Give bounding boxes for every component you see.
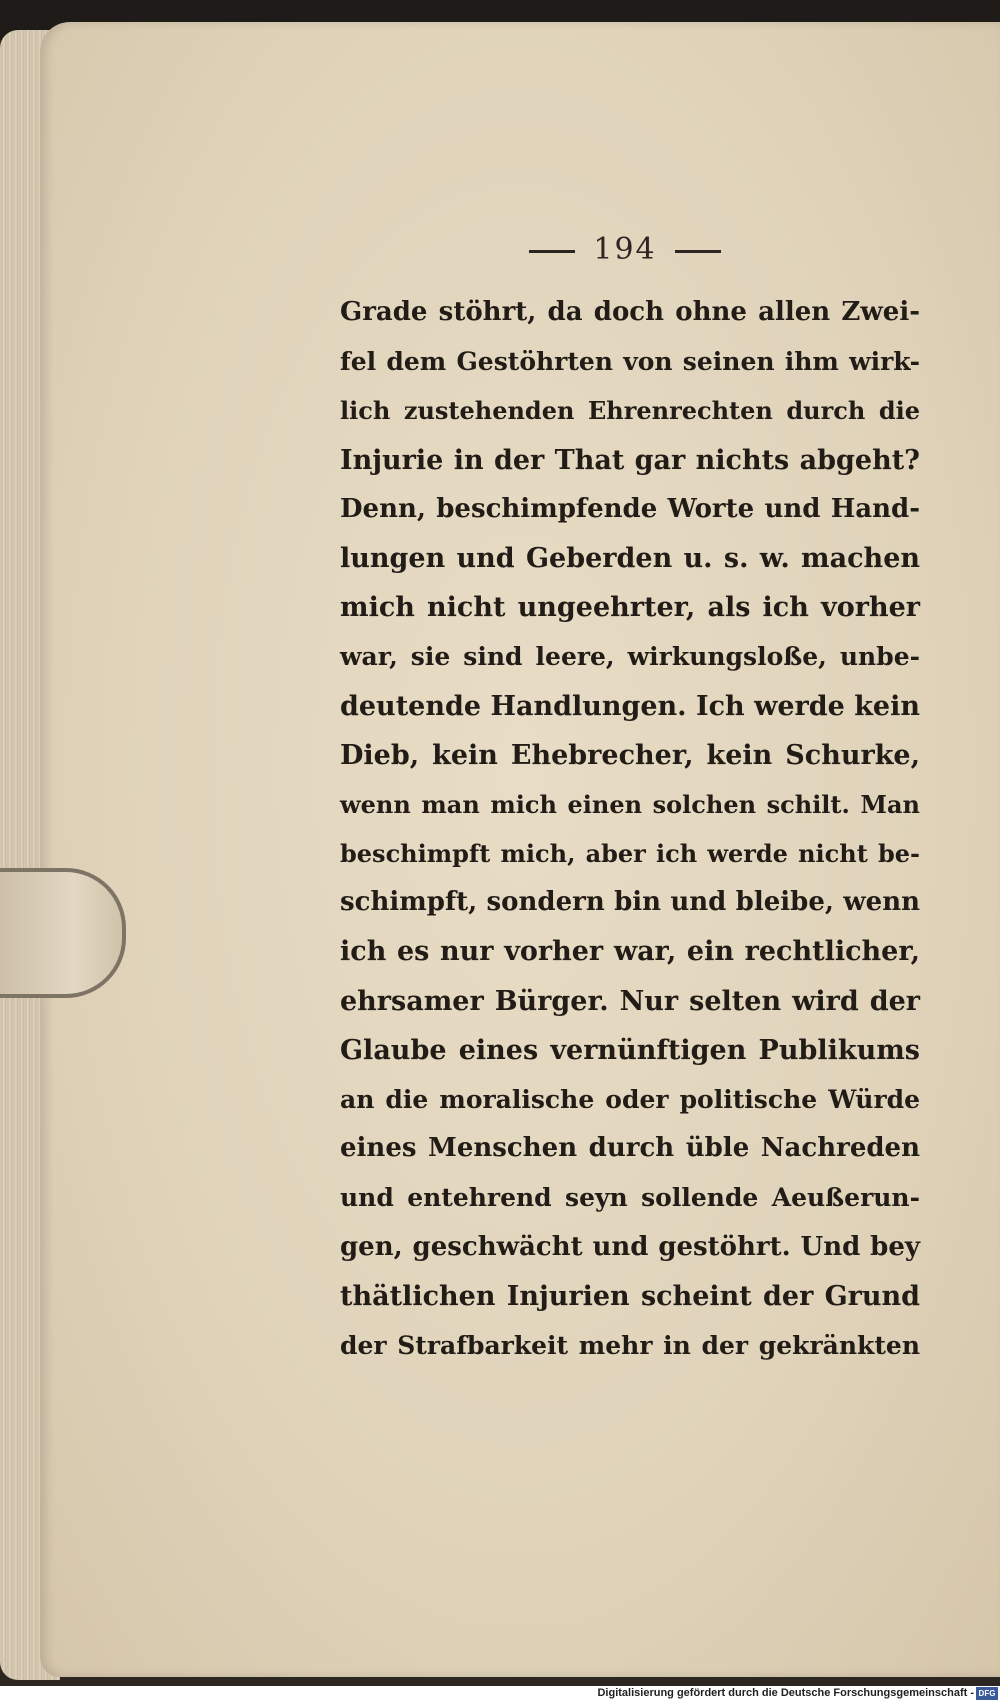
text-line: eines Menschen durch üble Nachreden <box>340 1133 920 1164</box>
body-text <box>340 288 920 1370</box>
text-line: lich zustehenden Ehrenrechten durch die <box>340 396 920 426</box>
text-line: an die moralische oder politische Würde <box>340 1085 920 1114</box>
text-line: lungen und Geberden u. s. w. machen <box>340 542 920 574</box>
text-line: Dieb, kein Ehebrecher, kein Schurke, <box>340 739 920 771</box>
text-line: thätlichen Injurien scheint der Grund <box>340 1280 920 1312</box>
text-line: fel dem Gestöhrten von seinen ihm wirk- <box>340 347 920 377</box>
text-line: ehrsamer Bürger. Nur selten wird der <box>340 985 920 1017</box>
text-line: Injurie in der That gar nichts abgeht? <box>340 444 920 476</box>
text-line: gen, geschwächt und gestöhrt. Und bey <box>340 1231 920 1262</box>
page-number: 194 <box>500 232 750 267</box>
text-line: Grade stöhrt, da doch ohne allen Zwei- <box>340 297 920 327</box>
text-line: ich es nur vorher war, ein rechtlicher, <box>340 936 920 968</box>
text-line: wenn man mich einen solchen schilt. Man <box>340 789 920 819</box>
dfg-logo: DFG <box>976 1687 998 1700</box>
text-line: deutende Handlungen. Ich werde kein <box>340 690 920 722</box>
funding-credit: Digitalisierung gefördert durch die Deutsche Forschungsgemeinschaft - <box>597 1687 974 1699</box>
text-line: der Strafbarkeit mehr in der gekränkten <box>340 1330 920 1360</box>
text-line: schimpft, sondern bin und bleibe, wenn <box>340 887 920 918</box>
text-line: Glaube eines vernünftigen Publikums <box>340 1034 920 1066</box>
text-line: beschimpft mich, aber ich werde nicht be- <box>340 839 920 869</box>
text-line: war, sie sind leere, wirkungsloße, unbe- <box>340 642 920 672</box>
text-line: Denn, beschimpfende Worte und Hand- <box>340 493 920 524</box>
text-line: mich nicht ungeehrter, als ich vorher <box>340 592 920 624</box>
paper-clip <box>0 868 126 998</box>
text-line: und entehrend seyn sollende Aeußerun- <box>340 1183 920 1213</box>
